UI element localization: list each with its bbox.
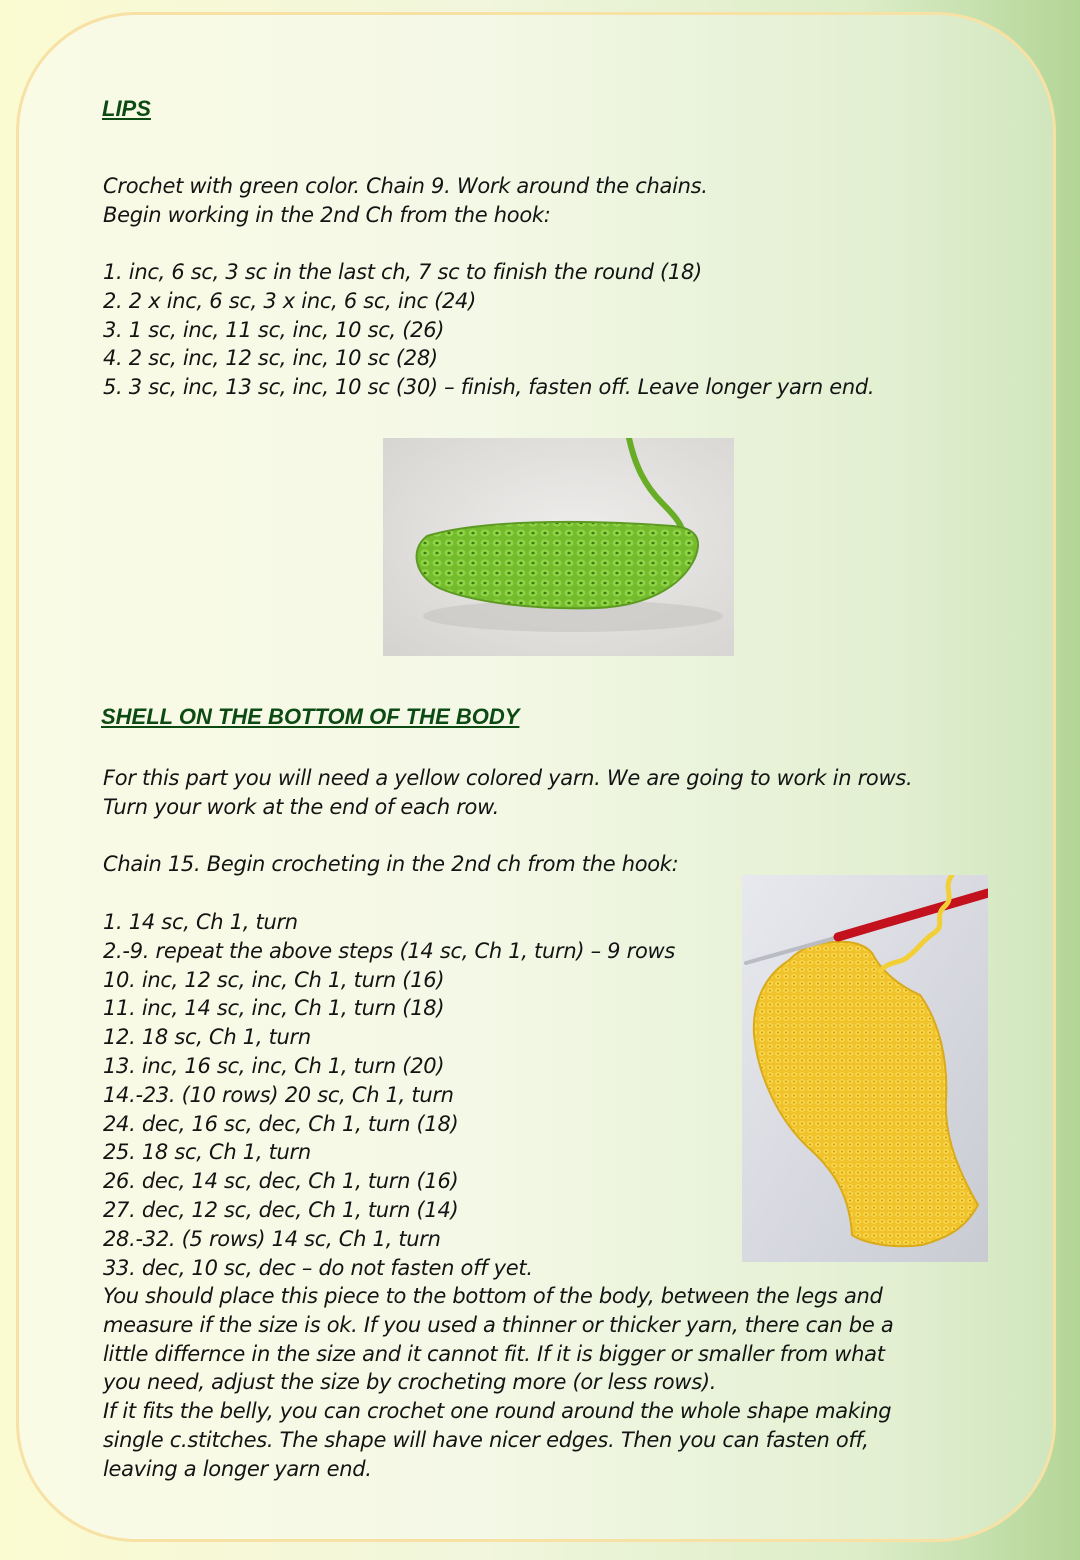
yellow-crochet-shell-image — [742, 875, 988, 1262]
shell-closing-line: leaving a longer yarn end. — [103, 1456, 372, 1481]
shell-step: 24. dec, 16 sc, dec, Ch 1, turn (18) — [103, 1111, 459, 1136]
lips-intro — [103, 172, 708, 230]
lips-step: 5. 3 sc, inc, 13 sc, inc, 10 sc (30) – finish, fasten off. Leave longer yarn end. — [103, 375, 875, 400]
shell-intro-line: Turn your work at the end of each row. — [103, 794, 500, 819]
shell-intro-line: For this part you will need a yellow colored yarn. We are going to work in rows. — [103, 766, 913, 790]
lips-photo — [383, 438, 734, 656]
shell-photo — [742, 875, 988, 1262]
lips-intro-line: Begin working in the 2nd Ch from the hook: — [103, 202, 551, 227]
lips-step: 1. inc, 6 sc, 3 sc in the last ch, 7 sc to finish the round (18) — [103, 260, 702, 284]
shell-closing — [103, 1282, 893, 1484]
shell-heading: SHELL ON THE BOTTOM OF THE BODY — [101, 704, 520, 729]
lips-steps — [103, 258, 874, 402]
shell-step: 12. 18 sc, Ch 1, turn — [103, 1025, 311, 1050]
lips-step: 4. 2 sc, inc, 12 sc, inc, 10 sc (28) — [103, 346, 438, 371]
shell-step: 33. dec, 10 sc, dec – do not fasten off yet. — [103, 1255, 533, 1280]
lips-heading: LIPS — [102, 96, 151, 121]
shell-step: 26. dec, 14 sc, dec, Ch 1, turn (16) — [103, 1169, 459, 1194]
shell-steps — [103, 908, 675, 1282]
shell-step: 28.-32. (5 rows) 14 sc, Ch 1, turn — [103, 1226, 441, 1251]
shell-step: 1. 14 sc, Ch 1, turn — [103, 910, 298, 934]
green-crochet-lips-image — [383, 438, 734, 656]
shell-closing-line: If it fits the belly, you can crochet one round around the whole shape making — [103, 1399, 892, 1424]
shell-closing-line: single c.stitches. The shape will have nicer edges. Then you can fasten off, — [103, 1427, 869, 1452]
shell-closing-line: you need, adjust the size by crocheting more (or less rows). — [103, 1370, 717, 1395]
shell-chain-line: Chain 15. Begin crocheting in the 2nd ch from the hook: — [103, 852, 679, 876]
shell-closing-line: measure if the size is ok. If you used a thinner or thicker yarn, there can be a — [103, 1312, 894, 1337]
lips-step: 3. 1 sc, inc, 11 sc, inc, 10 sc, (26) — [103, 317, 445, 342]
shell-step: 11. inc, 14 sc, inc, Ch 1, turn (18) — [103, 996, 445, 1021]
shell-intro — [103, 764, 912, 822]
shell-step: 14.-23. (10 rows) 20 sc, Ch 1, turn — [103, 1082, 454, 1107]
shell-closing-line: You should place this piece to the bottom of the body, between the legs and — [103, 1284, 883, 1308]
lips-step: 2. 2 x inc, 6 sc, 3 x inc, 6 sc, inc (24) — [103, 288, 476, 313]
shell-step: 13. inc, 16 sc, inc, Ch 1, turn (20) — [103, 1053, 445, 1078]
shell-step: 27. dec, 12 sc, dec, Ch 1, turn (14) — [103, 1197, 459, 1222]
lips-intro-line: Crochet with green color. Chain 9. Work around the chains. — [103, 174, 708, 198]
shell-step: 10. inc, 12 sc, inc, Ch 1, turn (16) — [103, 967, 445, 992]
shell-closing-line: little differnce in the size and it cannot fit. If it is bigger or smaller from what — [103, 1341, 885, 1366]
shell-step: 25. 18 sc, Ch 1, turn — [103, 1140, 311, 1165]
shell-step: 2.-9. repeat the above steps (14 sc, Ch 1, turn) – 9 rows — [103, 938, 676, 963]
